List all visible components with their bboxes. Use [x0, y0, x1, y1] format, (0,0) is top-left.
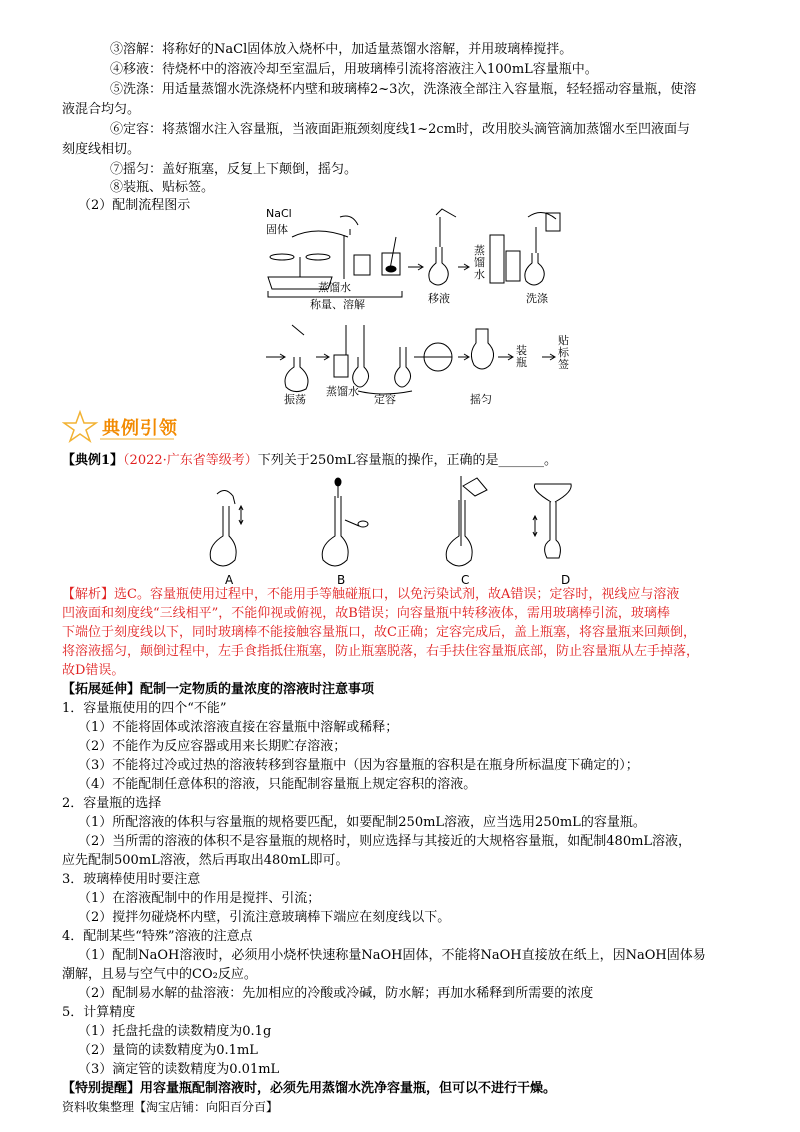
ext-s1-1: （1）不能将固体或浓溶液直接在容量瓶中溶解或稀释；	[78, 720, 399, 735]
example-source: （2022·广东省等级考）	[123, 453, 258, 468]
flow-weigh-label: 称量、溶解	[310, 298, 365, 311]
step-dissolve: ③溶解：将称好的NaCl固体放入烧杯中，加适量蒸馏水溶解，并用玻璃棒搅拌。	[110, 42, 573, 57]
option-a-label: A	[225, 573, 234, 587]
flow-heading: （2）配制流程图示	[78, 198, 191, 213]
flow-shake-label: 摇匀	[470, 393, 492, 406]
ext-s5-1: （1）托盘托盘的读数精度为0.1g	[78, 1024, 272, 1039]
extension-heading	[62, 680, 740, 699]
analysis-line-4: 将溶液摇匀，颠倒过程中，左手食指抵住瓶塞，防止瓶塞脱落，右手扶住容量瓶底部，防止容量瓶从左手掉落，	[62, 644, 700, 659]
options-svg	[195, 476, 595, 576]
ext-s4-1a: （1）配制NaOH溶液时，必须用小烧杯快速称量NaOH固体，不能将NaOH直接放在纸上，因NaOH固体易	[78, 948, 706, 963]
flow-diagram-svg	[262, 207, 572, 407]
extension-tag: 【拓展延伸】	[62, 682, 141, 697]
ext-s1-3: （3）不能将过冷或过热的溶液转移到容量瓶中（因为容量瓶的容积是在瓶身所标温度下确定的）；	[78, 758, 639, 773]
step-transfer: ④移液：待烧杯中的溶液冷却至室温后，用玻璃棒引流将溶液注入100mL容量瓶中。	[110, 62, 598, 77]
option-b-label: B	[337, 573, 346, 587]
analysis-line-5: 故D错误。	[62, 663, 125, 678]
section-title	[62, 408, 202, 448]
special-tip-text: 用容量瓶配制溶液时，必须先用蒸馏水洗净容量瓶，但可以不进行干燥。	[140, 1081, 557, 1096]
options-figure	[195, 476, 595, 586]
section-title-text: 典例引领	[102, 418, 178, 439]
example-tag: 【典例1】	[62, 453, 124, 468]
analysis-line-2: 凹液面和刻度线“三线相平”，不能仰视或俯视，故B错误；向容量瓶中转移液体，需用玻璃棒引流，玻璃棒	[62, 606, 670, 621]
ext-s5-3: （3）滴定管的读数精度为0.01mL	[78, 1062, 280, 1077]
option-d-label: D	[561, 573, 571, 587]
flow-stick-label: 贴标签	[558, 334, 569, 371]
special-tip	[62, 1079, 740, 1098]
ext-s1: 1．容量瓶使用的四个“不能”	[62, 701, 227, 716]
ext-s5: 5．计算精度	[62, 1005, 136, 1020]
flow-bottle-label: 装瓶	[516, 344, 527, 369]
flow-water-label: 蒸馏水	[318, 281, 351, 294]
example-question-text: 下列关于250mL容量瓶的操作，正确的是_______。	[257, 453, 558, 468]
flow-solid-label: 固体	[266, 223, 288, 236]
extension-heading-text: 配制一定物质的量浓度的溶液时注意事项	[140, 682, 375, 697]
ext-s3: 3．玻璃棒使用时要注意	[62, 872, 201, 887]
option-c-label: C	[461, 573, 470, 587]
ext-s4: 4．配制某些“特殊”溶液的注意点	[62, 929, 253, 944]
flow-water-bottom-label: 蒸馏水	[326, 385, 359, 398]
special-tip-tag: 【特别提醒】	[62, 1081, 141, 1096]
step-wash-1: ⑤洗涤：用适量蒸馏水洗涤烧杯内壁和玻璃棒2~3次，洗涤液全部注入容量瓶，轻轻摇动容量瓶，使溶	[110, 82, 697, 97]
ext-s1-2: （2）不能作为反应容器或用来长期贮存溶液；	[78, 739, 347, 754]
flow-water-side-label: 蒸馏水	[474, 244, 485, 281]
ext-s4-1b: 潮解，且易与空气中的CO₂反应。	[62, 967, 257, 982]
example-question	[62, 451, 740, 470]
flow-wash-label: 洗涤	[526, 292, 548, 305]
analysis-line-1: 【解析】选C。容量瓶使用过程中，不能用手等触碰瓶口，以免污染试剂，故A错误；定容时，视线应与溶液	[62, 587, 680, 602]
analysis-line-3: 下端位于刻度线以下，同时玻璃棒不能接触容量瓶口，故C正确；定容完成后，盖上瓶塞，将容量瓶来回颠倒，	[62, 625, 696, 640]
step-wash-2: 液混合均匀。	[62, 102, 141, 117]
flow-swirl-label: 振荡	[284, 393, 306, 406]
ext-s2: 2．容量瓶的选择	[62, 796, 162, 811]
ext-s1-4: （4）不能配制任意体积的溶液，只能配制容量瓶上规定容积的溶液。	[78, 777, 477, 792]
flow-nacl-label: NaCl	[266, 207, 292, 220]
ext-s4-2: （2）配制易水解的盐溶液：先加相应的冷酸或冷碱，防水解；再加水稀释到所需要的浓度	[78, 986, 594, 1001]
flow-diagram	[262, 207, 572, 407]
ext-s2-2b: 应先配制500mL溶液，然后再取出480mL即可。	[62, 853, 349, 868]
ext-s5-2: （2）量筒的读数精度为0.1mL	[78, 1043, 258, 1058]
step-shake: ⑦摇匀：盖好瓶塞，反复上下颠倒，摇匀。	[110, 162, 358, 177]
ext-s3-1: （1）在溶液配制中的作用是搅拌、引流；	[78, 891, 321, 906]
flow-fix-label: 定容	[374, 393, 396, 406]
footer: 资料收集整理【淘宝店铺：向阳百分百】	[62, 1100, 279, 1114]
ext-s2-2a: （2）当所需的溶液的体积不是容量瓶的规格时，则应选择与其接近的大规格容量瓶，如配制480mL溶液，	[78, 834, 692, 849]
step-fix-2: 刻度线相切。	[62, 142, 141, 157]
step-fix-1: ⑥定容：将蒸馏水注入容量瓶，当液面距瓶颈刻度线1~2cm时，改用胶头滴管滴加蒸馏水至凹液面与	[110, 122, 691, 137]
flow-transfer-label: 移液	[428, 292, 450, 305]
ext-s2-1: （1）所配溶液的体积与容量瓶的规格要匹配，如要配制250mL溶液，应当选用250mL的容量瓶。	[78, 815, 646, 830]
ext-s3-2: （2）搅拌勿碰烧杯内壁，引流注意玻璃棒下端应在刻度线以下。	[78, 910, 451, 925]
step-label: ⑧装瓶、贴标签。	[110, 180, 215, 195]
